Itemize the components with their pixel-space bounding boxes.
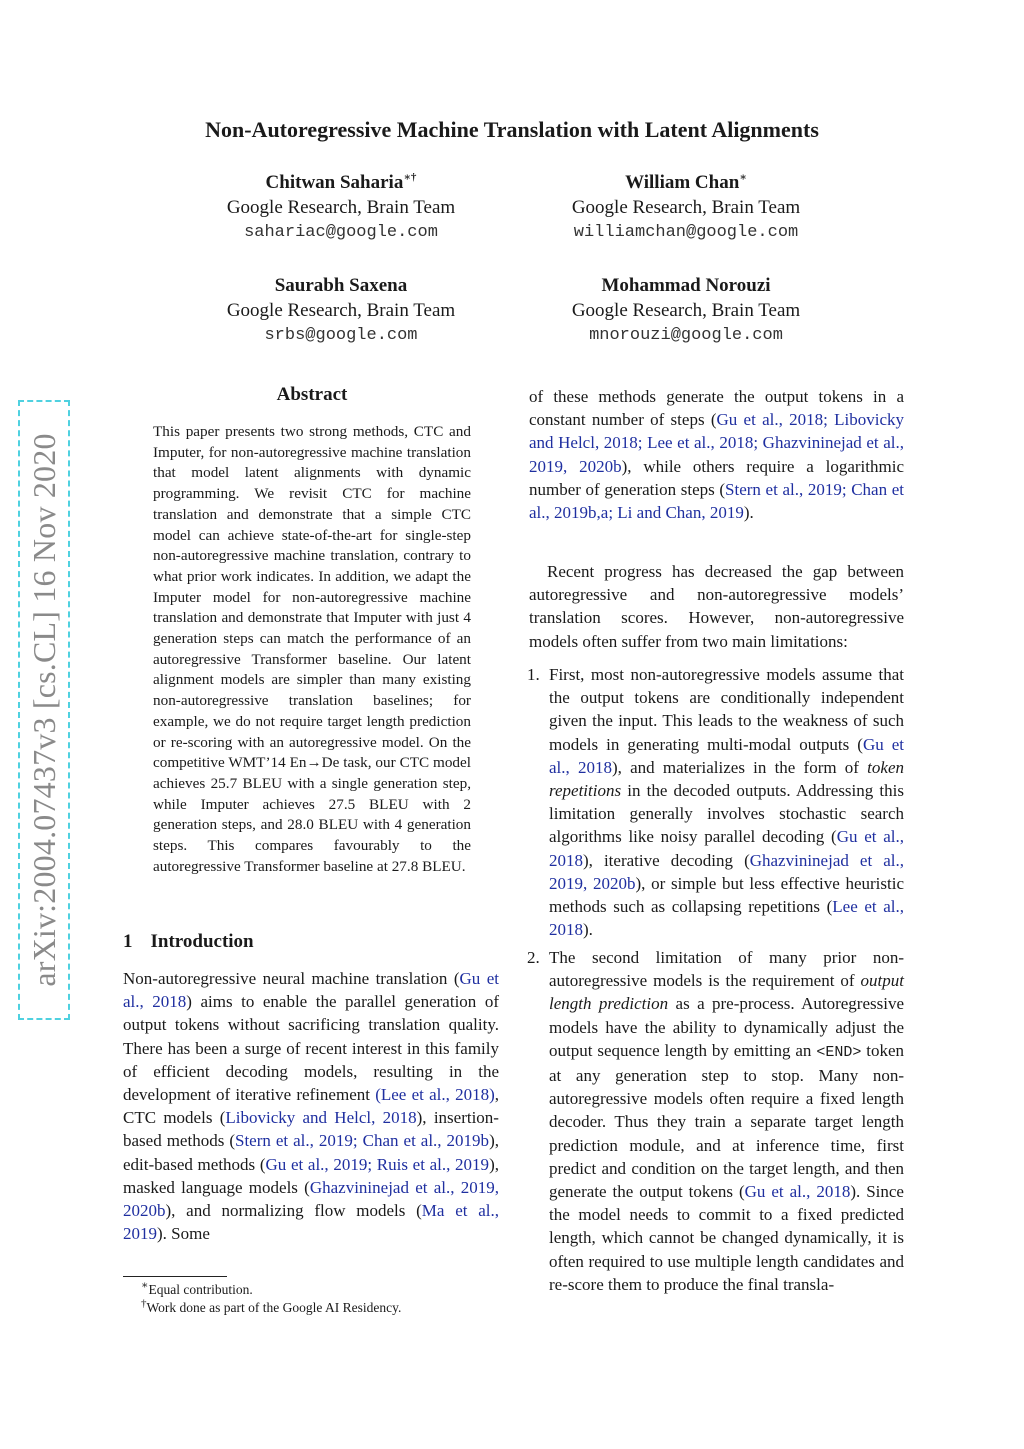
footnote: ∗Equal contribution. (141, 1279, 253, 1297)
citation-link[interactable]: Ghazvininejad et al., 2019, 2020b (549, 850, 904, 893)
list-item: 1. First, most non-autoregressive models assume that the output tokens are conditionally independent given the input. This leads to the weakness of such models in generating multi-modal outputs (Gu et al., 2018), and materializes in the form of token repetitions in the decoded outputs. Addressing this limitation generally involves stochastic search algorithms like noisy parallel decoding (Gu et al., 2018), iterative decoding (Ghazvininejad et al., 2019, 2020b), or simple but less effective heuristic methods such as collapsing repetitions (Lee et al., 2018). (527, 665, 905, 940)
citation-link[interactable]: Gu et al., 2018 (123, 969, 499, 1012)
arxiv-stamp[interactable]: arXiv:2004.07437v3 [cs.CL] 16 Nov 2020 (18, 400, 70, 1020)
citation-link[interactable]: Ghazvininejad et al., 2019, 2020b (123, 1177, 500, 1221)
footnote-rule (123, 1276, 227, 1277)
intro-paragraph: Non-autoregressive neural machine translation (Gu et al., 2018) aims to enable the parallel generation of output tokens without sacrificing translation quality. There has been a surge of recent interest in this family of efficient decoding models, resulting in the development of iterative refinement (Lee et al., 2018), CTC models (Libovicky and Helcl, 2018), insertion-based methods (Stern et al., 2019; Chan et al., 2019b), edit-based methods (Gu et al., 2019; Ruis et al., 2019), masked language models (Ghazvininejad et al., 2019, 2020b), and normalizing flow models (Ma et al., 2019). Some (123, 969, 500, 1244)
author-affiliation: Google Research, Brain Team (571, 197, 801, 218)
author-affiliation: Google Research, Brain Team (571, 300, 801, 321)
list-number: 1. (527, 665, 540, 684)
citation-link[interactable]: Libovicky and Helcl, 2018 (225, 1108, 417, 1128)
citation-link[interactable]: Stern et al., 2019; Chan et al., 2019b,a; Li and Chan, 2019 (529, 479, 904, 523)
paper-title: Non-Autoregressive Machine Translation with Latent Alignments (205, 117, 819, 142)
author-email[interactable]: mnorouzi@google.com (589, 326, 783, 345)
author-4 (521, 273, 851, 348)
author-affiliation: Google Research, Brain Team (226, 300, 456, 321)
abstract-heading: Abstract (276, 384, 348, 405)
author-email[interactable]: williamchan@google.com (573, 223, 799, 242)
citation-link[interactable]: Gu et al., 2018 (744, 1182, 851, 1202)
author-name: Saurabh Saxena (274, 275, 408, 296)
abstract-text: This paper presents two strong methods, CTC and Imputer, for non-autoregressive machine translation that model latent alignments with dynamic programming. We revisit CTC for machine translation and demonstrate that a simple CTC model can achieve state-of-the-art for single-step non-autoregressive machine translation, contrary to what prior work indicates. In addition, we adapt the Imputer model for non-autoregressive machine translation and demonstrate that Imputer with just 4 generation steps can match the performance of an autoregressive Transformer baseline. Our latent alignment models are simpler than many existing non-autoregressive translation baselines; for example, we do not require target length prediction or re-scoring with an autoregressive model. On the competitive WMT’14 En→De task, our CTC model achieves 25.7 BLEU with a single generation step, while Imputer achieves 27.5 BLEU with 2 generation steps, and 28.0 BLEU with 4 generation steps. This compares favourably to the autoregressive Transformer baseline at 27.8 BLEU. (153, 423, 471, 875)
citation-link[interactable]: (Lee et al., 2018) (375, 1085, 495, 1105)
citation-link[interactable]: Stern et al., 2019; Chan et al., 2019b (234, 1131, 490, 1151)
citation-link[interactable]: Lee et al., 2018 (549, 897, 904, 940)
author-affiliation: Google Research, Brain Team (226, 197, 456, 218)
section-heading: 1 Introduction (123, 931, 254, 952)
citation-link[interactable]: Gu et al., 2018 (549, 734, 905, 777)
right-column-paragraph: Recent progress has decreased the gap between autoregressive and non-autoregressive models’ translation scores. However, non-autoregressive models often suffer from two main limitations: (529, 562, 904, 651)
author-name: William Chan∗ (625, 171, 747, 193)
author-3 (176, 273, 506, 348)
citation-link[interactable]: Gu et al., 2018; Libovicky and Helcl, 2018; Lee et al., 2018; Ghazvininejad et al., 2019, 2020b (529, 410, 904, 476)
citation-link[interactable]: Ma et al., 2019 (123, 1201, 499, 1244)
list-number: 2. (527, 948, 540, 967)
right-column-paragraph: of these methods generate the output tokens in a constant number of steps (Gu et al., 2018; Libovicky and Helcl, 2018; Lee et al., 2018; Ghazvininejad et al., 2019, 2020b), while others require a logarithmic number of generation steps (Stern et al., 2019; Chan et al., 2019b,a; Li and Chan, 2019). (529, 387, 904, 523)
citation-link[interactable]: Gu et al., 2019; Ruis et al., 2019 (265, 1154, 490, 1174)
footnote: †Work done as part of the Google AI Residency. (141, 1297, 402, 1315)
author-2 (521, 170, 851, 245)
author-1 (176, 170, 506, 245)
author-email[interactable]: srbs@google.com (264, 326, 418, 345)
author-email[interactable]: sahariac@google.com (244, 223, 438, 242)
author-name: Mohammad Norouzi (601, 275, 771, 296)
list-item: 2. The second limitation of many prior non-autoregressive models is the requirement of output length prediction as a pre-process. Autoregressive models have the ability to dynamically adjust the output sequence length by emitting an <END> token at any generation step to stop. Many non-autoregressive models often require a fixed length decoder. Thus they train a separate target length prediction module, and at inference time, first predict and condition on the target length, and then generate the output tokens (Gu et al., 2018). Since the model needs to commit to a fixed predicted length, which cannot be changed dynamically, it is often required to use multiple length candidates and re-score them to produce the final transla- (527, 948, 904, 1294)
citation-link[interactable]: Gu et al., 2018 (549, 827, 904, 870)
author-name: Chitwan Saharia∗† (265, 171, 417, 193)
